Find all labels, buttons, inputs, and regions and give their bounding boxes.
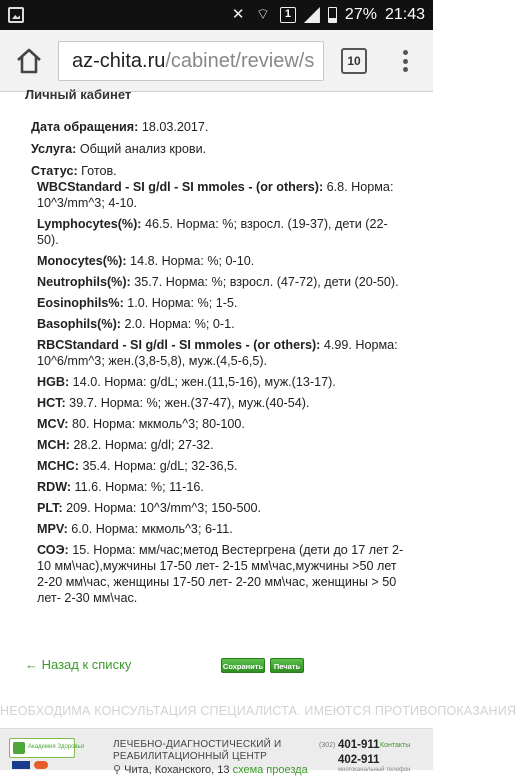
result-item [37,458,407,474]
result-value: 6.8. Норма: 10^3/mm^3; 4-10. [37,180,394,210]
mastercard-icon [34,761,48,769]
result-name: Basophils(%): [37,317,121,331]
phone-note: многоканальный телефон [338,767,411,773]
result-value: 46.5. Норма: %; взросл. (19-37), дети (22-50). [37,217,388,247]
tab-switcher-button[interactable]: 10 [341,48,367,74]
result-value: 80. Норма: мкмоль^3; 80-100. [68,417,245,431]
result-name: Neutrophils(%): [37,275,131,289]
result-value: 14.0. Норма: g/dL; жен.(11,5-16), муж.(13-17). [69,375,336,389]
print-button[interactable]: Печать [270,658,304,673]
image-icon [8,7,24,23]
result-item [37,479,407,495]
result-name: RDW: [37,480,72,494]
result-item [37,253,407,269]
info-label: Услуга: [31,142,77,156]
save-button[interactable]: Сохранить [221,658,265,673]
result-name: MCHC: [37,459,79,473]
clock: 21:43 [384,6,425,23]
result-item [37,374,407,390]
result-item [37,521,407,537]
result-name: RBCStandard - SI g/dl - SI mmoles - (or others): [37,338,321,352]
result-item [37,395,407,411]
result-value: 6.0. Норма: мкмоль^3; 6-11. [67,522,233,536]
result-name: СОЭ: [37,543,69,557]
phone-secondary[interactable]: 402-911 [338,754,380,766]
clinic-name [113,739,281,763]
clinic-line: РЕАБИЛИТАЦИОННЫЙ ЦЕНТР [113,751,268,762]
clinic-address [113,763,308,776]
section-title: Личный кабинет [25,87,132,102]
result-item [37,216,407,248]
url-path: /cabinet/review/s [165,50,315,72]
result-item [37,542,407,606]
result-value: 35.7. Норма: %; взросл. (47-72), дети (20-50). [130,275,399,289]
status-bar [0,0,433,30]
payment-icons [12,761,48,769]
info-value: Готов. [77,164,117,178]
result-value: 209. Норма: 10^3/mm^3; 150-500. [62,501,261,515]
result-item [37,316,407,332]
result-name: Lymphocytes(%): [37,217,142,231]
result-value: 11.6. Норма: %; 11-16. [71,480,204,494]
logo-text: Академия Здоровья [28,744,85,750]
result-name: MCV: [37,417,69,431]
site-footer [0,728,433,776]
clinic-logo[interactable] [9,738,85,758]
disclaimer: НЕОБХОДИМА КОНСУЛЬТАЦИЯ СПЕЦИАЛИСТА. ИМЕЮТСЯ ПРОТИВОПОКАЗАНИЯ [0,704,516,718]
result-item [37,437,407,453]
info-status [31,163,403,180]
menu-dot-icon [403,50,408,55]
contacts-link[interactable]: Контакты [380,742,411,749]
result-name: MCH: [37,438,70,452]
result-item [37,500,407,516]
battery-icon [328,7,337,23]
location-pin-icon: ⚲ [113,764,122,776]
result-name: HCT: [37,396,66,410]
browser-toolbar [0,30,433,92]
system-icons [232,6,425,24]
result-item [37,416,407,432]
result-name: HGB: [37,375,70,389]
map-link[interactable]: схема проезда [232,764,308,776]
info-value: Общий анализ крови. [76,142,207,156]
result-value: 2.0. Норма: %; 0-1. [120,317,235,331]
phone-code: (302) [319,742,336,749]
request-info [31,119,403,185]
result-item [37,274,407,290]
result-item [37,179,407,211]
address-text: Чита, Коханского, 13 [124,764,230,776]
result-value: 28.2. Норма: g/dl; 27-32. [69,438,214,452]
home-icon [14,46,44,76]
result-value: 14.8. Норма: %; 0-10. [126,254,255,268]
info-value: 18.03.2017. [138,120,209,134]
home-button[interactable] [14,46,44,76]
mute-icon: ✕ [231,6,245,23]
result-value: 4.99. Норма: 10^6/mm^3; жен.(3,8-5,8), муж.(4,5-6,5). [37,338,398,368]
results-list [37,179,407,611]
clinic-line: ЛЕЧЕБНО-ДИАГНОСТИЧЕСКИЙ И [113,739,282,750]
url-bar[interactable] [58,41,324,81]
result-name: WBCStandard - SI g/dl - SI mmoles - (or others): [37,180,324,194]
result-name: PLT: [37,501,63,515]
wifi-icon: ⌔ [255,6,271,23]
info-date [31,119,403,136]
overflow-menu-button[interactable] [398,46,412,76]
result-value: 1.0. Норма: %; 1-5. [123,296,238,310]
info-service [31,141,403,158]
result-value: 15. Норма: мм/час;метод Вестергрена (дети до 17 лет 2-10 мм\час),мужчины 17-50 лет- 2-15 мм\час,мужчины >50 лет 2-20 мм\час, женщины 17-50 лет- 2-20 мм\час, женщины > 50 лет- 2-30 мм\час. [37,543,404,605]
phone-primary[interactable]: 401-911 [338,739,380,751]
result-value: 35.4. Норма: g/dL; 32-36,5. [78,459,238,473]
back-to-list-link[interactable]: ← Назад к списку [25,657,132,672]
menu-dot-icon [403,67,408,72]
result-name: Eosinophils%: [37,296,124,310]
result-name: Monocytes(%): [37,254,127,268]
result-item [37,295,407,311]
notification-icons [8,7,24,23]
battery-level: 27% [344,6,377,23]
visa-icon [12,761,30,769]
info-label: Дата обращения: [31,120,139,134]
menu-dot-icon [403,59,408,64]
badge-icon: 1 [280,7,296,23]
page-content [0,87,516,718]
info-label: Статус: [31,164,78,178]
logo-icon [13,742,25,754]
url-host: az-chita.ru [72,50,166,72]
result-item [37,337,407,369]
result-value: 39.7. Норма: %; жен.(37-47), муж.(40-54). [65,396,310,410]
signal-icon [304,7,320,23]
result-name: MPV: [37,522,68,536]
